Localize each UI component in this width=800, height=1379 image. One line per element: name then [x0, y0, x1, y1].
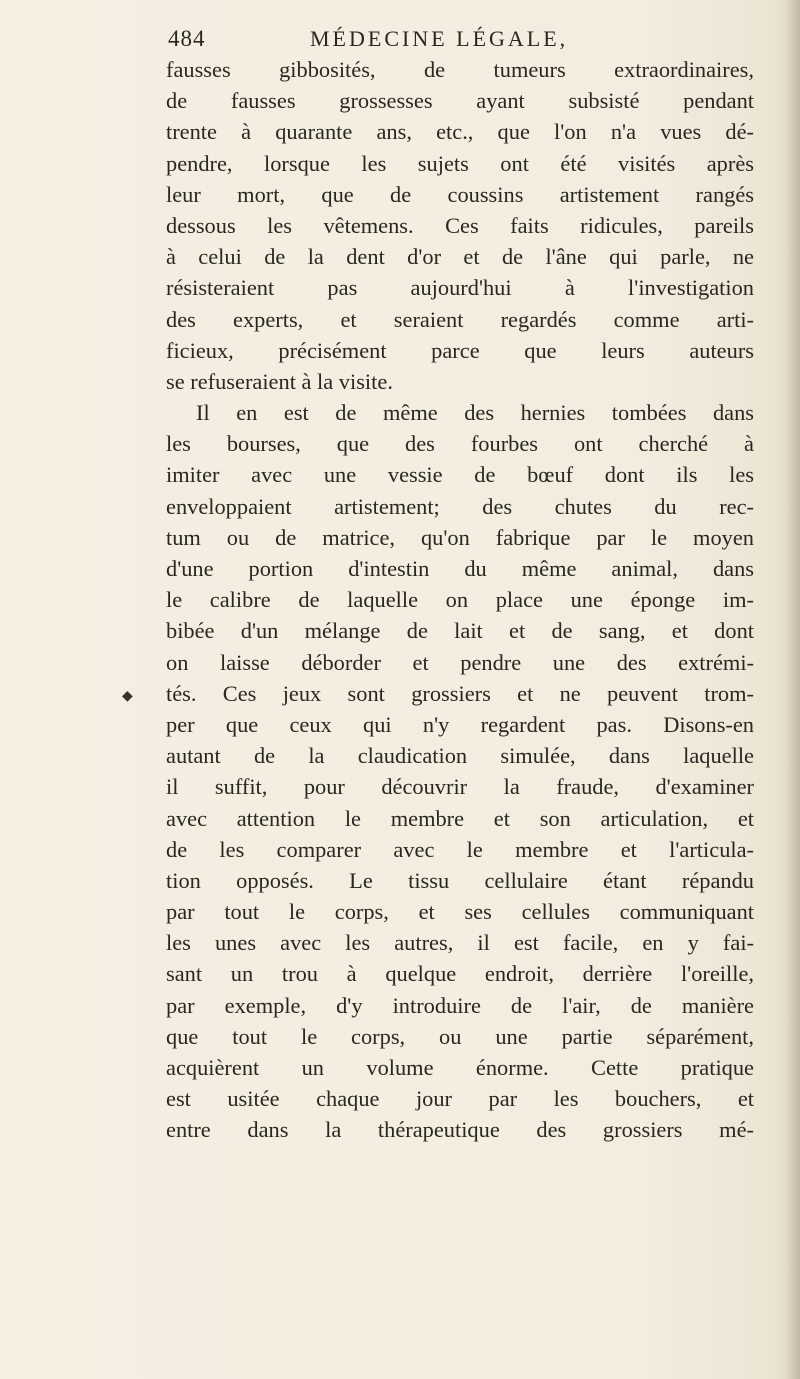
text-line: sant un trou à quelque endroit, derrière l'oreille, — [166, 961, 754, 987]
text-line: que tout le corps, ou une partie séparément, — [166, 1023, 754, 1049]
text-line: se refuseraient à la visite. — [166, 368, 393, 394]
text-line: tum ou de matrice, qu'on fabrique par le moyen — [166, 524, 754, 550]
text-line: d'une portion d'intestin du même animal, dans — [166, 556, 754, 581]
paragraph-2 — [166, 397, 754, 1146]
margin-mark: ◆ — [122, 688, 133, 704]
text-line: per que ceux qui n'y regardent pas. Disons-en — [166, 711, 754, 737]
text-line: il suffit, pour découvrir la fraude, d'examiner — [166, 774, 754, 800]
page-edge-shadow — [786, 0, 800, 1379]
text-line: à celui de la dent d'or et de l'âne qui parle, ne — [166, 244, 754, 270]
text-line: dessous les vêtemens. Ces faits ridicules, pareils — [166, 212, 754, 238]
text-line: enveloppaient artistement; des chutes du rec- — [166, 493, 754, 519]
text-line: autant de la claudication simulée, dans laquelle — [166, 743, 754, 769]
text-line: tion opposés. Le tissu cellulaire étant répandu — [166, 867, 754, 893]
text-line: des experts, et seraient regardés comme arti- — [166, 306, 754, 332]
text-line: Il en est de même des hernies tombées dans — [196, 400, 754, 426]
text-line: les bourses, que des fourbes ont cherché à — [166, 431, 754, 457]
body-text — [166, 54, 754, 1146]
text-line: fausses gibbosités, de tumeurs extraordinaires, — [166, 57, 754, 82]
text-line: par exemple, d'y introduire de l'air, de manière — [166, 992, 754, 1018]
text-line: par tout le corps, et ses cellules communiquant — [166, 899, 754, 925]
text-line: résisteraient pas aujourd'hui à l'investigation — [166, 275, 754, 301]
text-line: de fausses grossesses ayant subsisté pendant — [166, 88, 754, 114]
text-line: le calibre de laquelle on place une éponge im- — [166, 587, 754, 613]
text-line: avec attention le membre et son articulation, et — [166, 805, 754, 831]
text-line: ficieux, précisément parce que leurs auteurs — [166, 337, 754, 363]
text-line: pendre, lorsque les sujets ont été visités après — [166, 150, 754, 176]
page-number: 484 — [168, 26, 206, 51]
text-line: trente à quarante ans, etc., que l'on n'a vues dé- — [166, 119, 754, 145]
text-line: on laisse déborder et pendre une des extrémi- — [166, 649, 754, 675]
paragraph-1 — [166, 54, 754, 397]
text-line: de les comparer avec le membre et l'articula- — [166, 836, 754, 862]
text-line: tés. Ces jeux sont grossiers et ne peuvent trom- — [166, 680, 754, 706]
text-line: bibée d'un mélange de lait et de sang, et dont — [166, 618, 754, 644]
text-line: leur mort, que de coussins artistement rangés — [166, 181, 754, 207]
text-line: imiter avec une vessie de bœuf dont ils les — [166, 462, 754, 488]
text-line: les unes avec les autres, il est facile, en y fai- — [166, 930, 754, 956]
running-title: MÉDECINE LÉGALE, — [310, 26, 569, 51]
text-line: entre dans la thérapeutique des grossiers mé- — [166, 1117, 754, 1143]
text-line: acquièrent un volume énorme. Cette pratique — [166, 1055, 754, 1080]
text-line: est usitée chaque jour par les bouchers, et — [166, 1086, 754, 1112]
